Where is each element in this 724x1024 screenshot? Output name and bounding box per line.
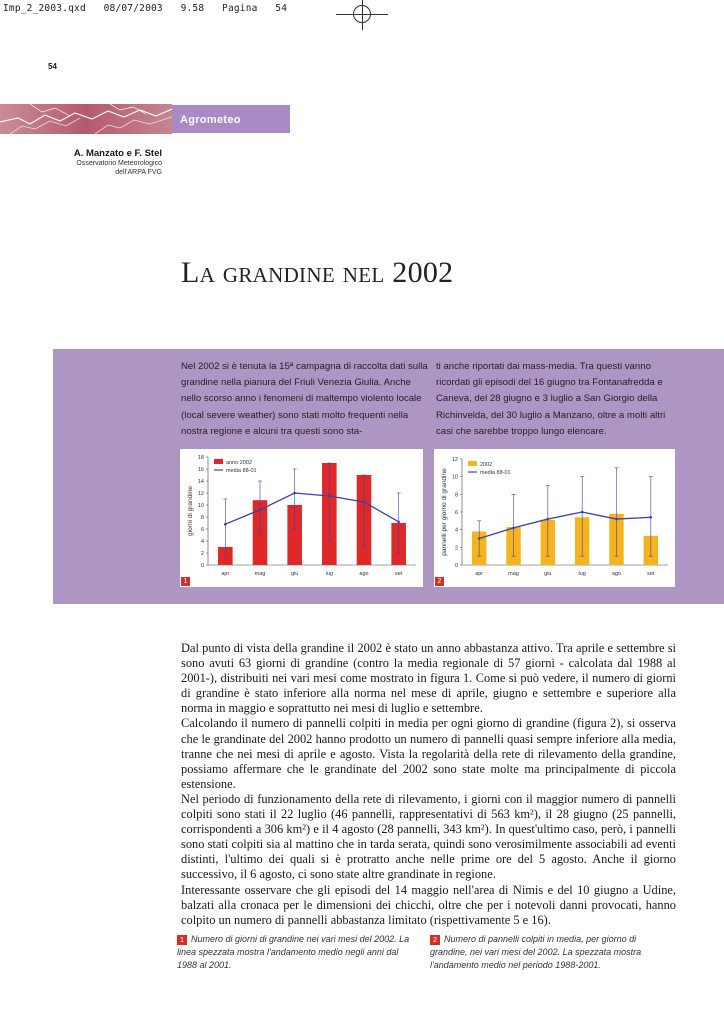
mean-line <box>479 512 651 539</box>
y-tick-label: 12 <box>451 457 458 463</box>
x-tick-label: apr <box>475 571 484 577</box>
page-number: 54 <box>48 62 57 71</box>
y-tick-label: 6 <box>200 527 204 533</box>
print-slug: Imp_2_2003.qxd 08/07/2003 9.58 Pagina 54 <box>3 3 288 14</box>
caption-1-text: Numero di giorni di grandine nei vari mesi del 2002. La linea spezzata mostra l'andamento medio negli anni dal 1988 al 2001. <box>177 934 410 970</box>
body-paragraph-2: Calcolando il numero di pannelli colpiti in media per ogni giorno di grandine (figura 2), si osserva che le grandinate del 2002 hanno prodotto un numero di pannelli quasi sempre inferiore alla media, tranne che nei mesi di aprile e agosto. Vista la regolarità della rete di rilevamento della grandine, possiamo affermare che le grandinate del 2002 sono state molte ma principalmente di piccola estensione. <box>181 716 676 791</box>
y-tick-label: 0 <box>454 563 458 569</box>
y-tick-label: 12 <box>197 491 204 497</box>
mean-point-apr <box>224 523 227 526</box>
x-tick-label: mag <box>508 571 519 577</box>
section-header <box>172 105 290 133</box>
intro-column-1: Nel 2002 si è tenuta la 15ª campagna di raccolta dati sulla grandine nella pianura del Friuli Venezia Giulia. Anche nello scorso anno i fenomeni di maltempo violento locale (local severe weather) sono stati molto frequenti nella nostra regione e alcuni tra questi sono sta- <box>181 361 428 437</box>
y-tick-label: 2 <box>200 551 204 557</box>
figure-1-chart <box>180 449 423 587</box>
y-tick-label: 0 <box>200 563 204 569</box>
x-tick-label: ago <box>359 571 369 577</box>
mean-point-set <box>650 516 653 519</box>
figure-2-panel <box>434 449 675 587</box>
mean-point-apr <box>478 537 481 540</box>
legend-label-line: media 88-01 <box>226 468 257 474</box>
y-tick-label: 4 <box>200 539 204 545</box>
body-paragraph-4: Interessante osservare che gli episodi del 14 maggio nell'area di Nimis e del 10 giugno a Udine, balzati alla cronaca per le dimensioni dei chicchi, oltre che per i notevoli danni provocati, hanno colpito un numero di pannelli abbastanza limitato (rispettivamente 5 e 16). <box>181 882 676 927</box>
y-axis-label: pannelli per giorno di grandine <box>441 468 448 556</box>
mean-point-set <box>397 521 400 524</box>
mean-point-mag <box>259 509 262 512</box>
y-tick-label: 8 <box>454 492 458 499</box>
caption-1-badge: 1 <box>177 935 187 945</box>
y-tick-label: 4 <box>454 527 458 534</box>
mean-point-ago <box>615 518 618 521</box>
article-title: La grandine nel 2002 <box>181 256 454 289</box>
y-tick-label: 8 <box>200 515 204 521</box>
intro-box <box>53 349 724 604</box>
author-names: A. Manzato e F. Stel <box>73 148 162 159</box>
legend-swatch-bar <box>468 461 477 466</box>
y-tick-label: 16 <box>197 467 204 473</box>
mean-point-giu <box>293 492 296 495</box>
body-paragraph-1: Dal punto di vista della grandine il 2002 è stato un anno abbastanza attivo. Tra aprile e settembre si sono avuti 63 giorni di grandine (contro la media regionale di 57 giorni - calcolata dal 1988 al 2001-), distribuiti nei vari mesi come mostrato in figura 1. Come si può vedere, il numero di giorni di grandine è stato inferiore alla norma nel mese di aprile, giugno e settembre e superiore alla norma in maggio e soprattutto nei mesi di luglio e settembre. <box>181 641 676 716</box>
figure-2-chart <box>434 449 675 587</box>
x-tick-label: lug <box>325 571 334 577</box>
registration-mark-icon <box>353 5 371 23</box>
x-tick-label: lug <box>578 571 586 577</box>
mean-point-lug <box>328 495 331 498</box>
x-tick-label: set <box>394 571 403 577</box>
x-tick-label: ago <box>611 571 622 577</box>
y-tick-label: 6 <box>454 510 458 516</box>
x-tick-label: set <box>647 571 655 577</box>
legend-label-bar: 2002 <box>480 462 493 468</box>
author-affiliation-line1: Osservatorio Meteorologico <box>76 160 162 167</box>
figure-1-panel <box>180 449 423 587</box>
mean-point-mag <box>512 527 515 530</box>
mean-point-ago <box>363 501 366 504</box>
article-body <box>181 641 676 928</box>
x-tick-label: giu <box>544 571 552 577</box>
lightning-banner-image <box>0 104 172 134</box>
figure-1-badge: 1 <box>181 577 190 586</box>
author-block <box>40 148 162 177</box>
caption-2-text: Numero di pannelli colpiti in media, per giorno di grandine, nei vari mesi del 2002. La spezzata mostra l'andamento medio nel periodo 1988-2001. <box>430 934 642 970</box>
legend-swatch-bar <box>214 459 223 464</box>
x-tick-label: mag <box>254 571 266 577</box>
y-axis-label: giorni di grandine <box>187 486 194 536</box>
x-tick-label: apr <box>221 571 230 577</box>
section-label: Agrometeo <box>180 114 241 126</box>
legend-label-bar: anno 2002 <box>226 460 252 466</box>
figure-1-caption <box>177 933 413 972</box>
y-tick-label: 14 <box>197 479 204 485</box>
figure-2-badge: 2 <box>435 577 444 586</box>
author-affiliation-line2: dell'ARPA FVG <box>115 169 162 176</box>
mean-point-lug <box>581 511 584 514</box>
intro-column-2: ti anche riportati dai mass-media. Tra questi vanno ricordati gli episodi del 16 giugno tra Fontanafredda e Caneva, del 28 giugno e 3 luglio a San Giorgio della Richinvelda, del 30 luglio a Manzano, oltre a molti altri casi che sarebbe troppo lungo elencare. <box>436 361 666 437</box>
figure-2-caption <box>430 933 666 972</box>
y-tick-label: 18 <box>197 455 204 461</box>
y-tick-label: 10 <box>197 503 204 509</box>
y-tick-label: 10 <box>451 474 458 481</box>
caption-2-badge: 2 <box>430 935 440 945</box>
x-tick-label: giu <box>290 571 299 577</box>
legend-label-line: media 88-01 <box>480 470 511 476</box>
mean-point-giu <box>547 518 550 521</box>
y-tick-label: 2 <box>454 545 458 552</box>
body-paragraph-3: Nel periodo di funzionamento della rete di rilevamento, i giorni con il maggior numero di pannelli colpiti sono stati il 22 luglio (46 pannelli, rappresentativi di 563 km²), il 28 giugno (25 pannelli, corrispondenti a 306 km²) e il 4 agosto (28 pannelli, 343 km²). In quest'ultimo caso, però, i pannelli sono stati colpiti sia al mattino che in tarda serata, quindi sono verosimilmente associabili ad eventi distinti, l'ultimo dei quali si è protratto anche nelle prime ore del 5 agosto. Anche il giorno successivo, il 6 agosto, ci sono state altre grandinate in regione. <box>181 791 676 882</box>
mean-line <box>225 493 398 524</box>
